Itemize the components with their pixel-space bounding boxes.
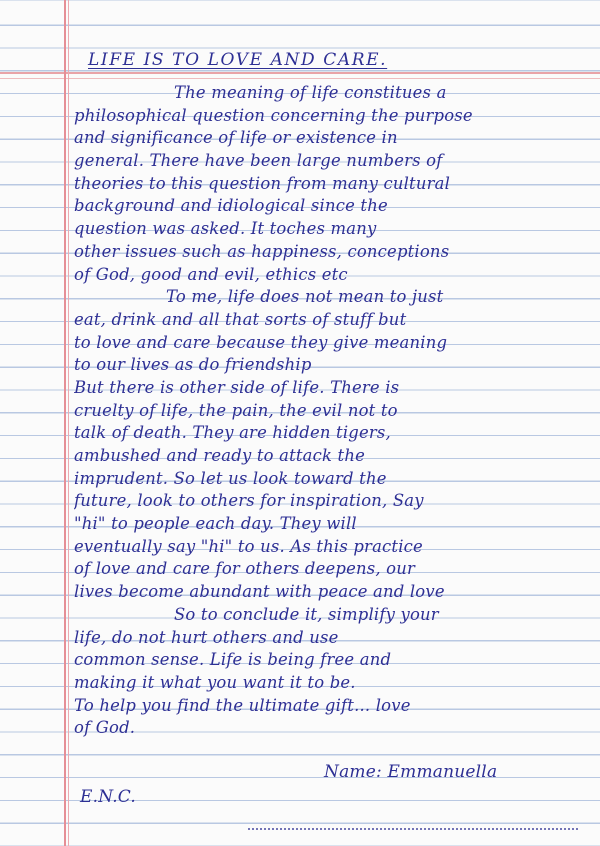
essay-line: question was asked. It toches many [74, 219, 377, 239]
author-initials: E.N.C. [80, 787, 137, 807]
essay-line: talk of death. They are hidden tigers, [74, 423, 391, 443]
essay-line: life, do not hurt others and use [74, 627, 339, 647]
author-signature: Name: Emmanuella [324, 762, 498, 782]
header-rule [0, 72, 600, 74]
essay-line: to our lives as do friendship [74, 355, 312, 375]
essay-line: So to conclude it, simplify your [174, 604, 439, 624]
essay-line: eat, drink and all that sorts of stuff but [74, 309, 407, 329]
essay-line: imprudent. So let us look toward the [74, 468, 387, 488]
essay-line: ambushed and ready to attack the [74, 446, 365, 465]
margin-line-secondary [68, 0, 69, 846]
essay-line: of God, good and evil, ethics etc [74, 264, 348, 284]
essay-line: To me, life does not mean to just [166, 287, 444, 307]
essay-line: other issues such as happiness, conceptions [74, 241, 450, 261]
essay-line: common sense. Life is being free and [74, 650, 392, 670]
header-rule-secondary [0, 78, 600, 79]
essay-body [74, 82, 596, 740]
cut-off-handwriting [248, 828, 578, 846]
essay-line: to love and care because they give meaning [74, 332, 448, 352]
essay-line: "hi" to people each day. They will [74, 514, 357, 534]
essay-title: LIFE IS TO LOVE AND CARE. [88, 50, 388, 70]
essay-line: To help you find the ultimate gift... love [74, 695, 411, 715]
margin-line [64, 0, 66, 846]
essay-line: and significance of life or existence in [74, 128, 398, 148]
essay-line: philosophical question concerning the purpose [74, 105, 473, 125]
essay-line: of love and care for others deepens, our [74, 559, 416, 579]
essay-line: eventually say "hi" to us. As this practice [74, 536, 423, 556]
essay-line: general. There have been large numbers of [74, 151, 443, 171]
essay-line: lives become abundant with peace and love [74, 582, 445, 602]
essay-line: making it what you want it to be. [74, 672, 356, 692]
essay-line: cruelty of life, the pain, the evil not to [74, 400, 398, 420]
essay-line: background and idiological since the [74, 196, 388, 216]
essay-line: But there is other side of life. There is [74, 377, 400, 397]
essay-line: The meaning of life constitues a [174, 83, 447, 102]
essay-line: theories to this question from many cultural [74, 173, 451, 193]
essay-line: of God. [74, 718, 136, 738]
essay-line: future, look to others for inspiration, Say [74, 491, 424, 511]
